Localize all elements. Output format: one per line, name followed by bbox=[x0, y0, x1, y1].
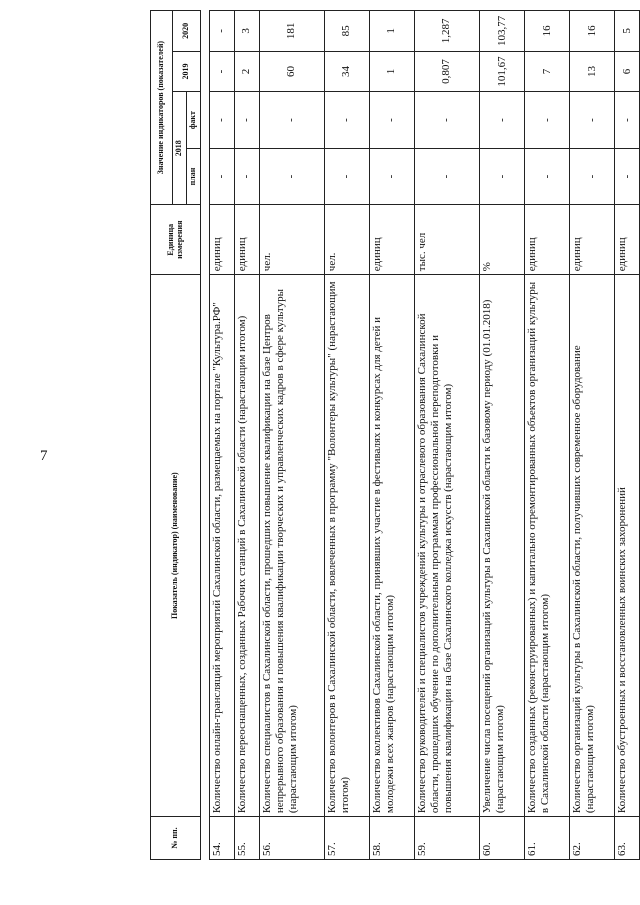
row-indicator: Увеличение числа посещений организаций культуры в Сахалинской области к базовому периоду (01.01.2018) (нарастающим итогом) bbox=[480, 275, 525, 817]
row-unit: тыс. чел bbox=[414, 205, 479, 275]
row-value-2020: 16 bbox=[570, 11, 615, 52]
row-indicator: Количество обустроенных и восстановленных воинских захоронений bbox=[615, 275, 640, 817]
row-unit: единиц bbox=[615, 205, 640, 275]
row-value-2019: 6 bbox=[615, 51, 640, 92]
table-row bbox=[615, 11, 640, 860]
row-plan-2018: - bbox=[324, 148, 369, 204]
row-unit: % bbox=[480, 205, 525, 275]
header-values-group: Значение индикаторов (показателей) bbox=[151, 11, 173, 205]
row-fact-2018: - bbox=[210, 92, 235, 148]
table-row bbox=[369, 11, 414, 860]
row-value-2019: 1 bbox=[369, 51, 414, 92]
row-value-2019: 34 bbox=[324, 51, 369, 92]
row-indicator: Количество специалистов в Сахалинской области, прошедших повышение квалификации на базе Центров непрерывного образования и повышения квалификации творческих и управленческих кадров в сфере культуры (нарастающим итогом) bbox=[259, 275, 324, 817]
header-fact: факт bbox=[187, 92, 201, 148]
row-unit: чел. bbox=[324, 205, 369, 275]
row-num: 61. bbox=[525, 817, 570, 860]
row-fact-2018: - bbox=[615, 92, 640, 148]
table-row bbox=[259, 11, 324, 860]
row-indicator: Количество переоснащенных, созданных Рабочих станций в Сахалинской области (нарастающим итогом) bbox=[234, 275, 259, 817]
row-unit: единиц bbox=[369, 205, 414, 275]
row-unit: единиц bbox=[570, 205, 615, 275]
row-fact-2018: - bbox=[480, 92, 525, 148]
header-year-2018: 2018 bbox=[173, 92, 187, 205]
row-plan-2018: - bbox=[570, 148, 615, 204]
row-indicator: Количество руководителей и специалистов учреждений культуры и отраслевого образования Сахалинской области, прошедших обучение по дополнительным программам профессиональной переподготовки и повышения квалификации на базе Сахалинского колледжа искусств (нарастающим итогом) bbox=[414, 275, 479, 817]
row-value-2019: 7 bbox=[525, 51, 570, 92]
row-unit: единиц bbox=[234, 205, 259, 275]
table-row bbox=[570, 11, 615, 860]
row-fact-2018: - bbox=[369, 92, 414, 148]
row-num: 57. bbox=[324, 817, 369, 860]
row-plan-2018: - bbox=[480, 148, 525, 204]
row-value-2019: 0,807 bbox=[414, 51, 479, 92]
row-plan-2018: - bbox=[615, 148, 640, 204]
row-value-2020: 85 bbox=[324, 11, 369, 52]
row-unit: единиц bbox=[210, 205, 235, 275]
indicator-table bbox=[150, 10, 640, 860]
row-value-2020: 3 bbox=[234, 11, 259, 52]
header-year-2020: 2020 bbox=[173, 11, 201, 52]
rotated-table-container bbox=[150, 10, 640, 860]
row-indicator: Количество организаций культуры в Сахалинской области, получивших современное оборудование (нарастающим итогом) bbox=[570, 275, 615, 817]
row-num: 56. bbox=[259, 817, 324, 860]
row-plan-2018: - bbox=[369, 148, 414, 204]
row-value-2019: 2 bbox=[234, 51, 259, 92]
row-fact-2018: - bbox=[570, 92, 615, 148]
row-indicator: Количество созданных (реконструированных) и капитально отремонтированных объектов организаций культуры в Сахалинской области (нарастающим итогом) bbox=[525, 275, 570, 817]
row-fact-2018: - bbox=[414, 92, 479, 148]
row-indicator: Количество коллективов Сахалинской области, принявших участие в фестивалях и конкурсах для детей и молодежи всех жанров (нарастающим итогом) bbox=[369, 275, 414, 817]
header-num: № пп. bbox=[151, 817, 201, 860]
row-value-2020: 16 bbox=[525, 11, 570, 52]
header-unit: Единица измерения bbox=[151, 205, 201, 275]
row-num: 54. bbox=[210, 817, 235, 860]
row-indicator: Количество онлайн-трансляций мероприятий Сахалинской области, размещаемых на портале "Культура.РФ" bbox=[210, 275, 235, 817]
table-row bbox=[414, 11, 479, 860]
row-num: 60. bbox=[480, 817, 525, 860]
row-value-2019: 13 bbox=[570, 51, 615, 92]
table-row bbox=[234, 11, 259, 860]
row-num: 63. bbox=[615, 817, 640, 860]
row-plan-2018: - bbox=[259, 148, 324, 204]
row-fact-2018: - bbox=[525, 92, 570, 148]
table-row bbox=[324, 11, 369, 860]
table-row bbox=[525, 11, 570, 860]
row-fact-2018: - bbox=[259, 92, 324, 148]
row-value-2020: 103,77 bbox=[480, 11, 525, 52]
page-number: 7 bbox=[40, 448, 48, 464]
row-plan-2018: - bbox=[414, 148, 479, 204]
header-indicator: Показатель (индикатор) (наименование) bbox=[151, 275, 201, 817]
row-value-2020: 1,287 bbox=[414, 11, 479, 52]
row-value-2019: 101,67 bbox=[480, 51, 525, 92]
table-row bbox=[480, 11, 525, 860]
row-value-2019: - bbox=[210, 51, 235, 92]
row-value-2020: - bbox=[210, 11, 235, 52]
row-fact-2018: - bbox=[234, 92, 259, 148]
row-indicator: Количество волонтеров в Сахалинской области, вовлеченных в программу "Волонтеры культуры" (нарастающим итогом) bbox=[324, 275, 369, 817]
row-unit: единиц bbox=[525, 205, 570, 275]
row-num: 55. bbox=[234, 817, 259, 860]
header-year-2019: 2019 bbox=[173, 51, 201, 92]
row-num: 58. bbox=[369, 817, 414, 860]
row-num: 59. bbox=[414, 817, 479, 860]
row-plan-2018: - bbox=[234, 148, 259, 204]
table-row bbox=[210, 11, 235, 860]
row-value-2019: 60 bbox=[259, 51, 324, 92]
row-plan-2018: - bbox=[525, 148, 570, 204]
row-plan-2018: - bbox=[210, 148, 235, 204]
row-unit: чел. bbox=[259, 205, 324, 275]
row-value-2020: 5 bbox=[615, 11, 640, 52]
row-num: 62. bbox=[570, 817, 615, 860]
row-value-2020: 181 bbox=[259, 11, 324, 52]
header-plan: план bbox=[187, 148, 201, 204]
row-fact-2018: - bbox=[324, 92, 369, 148]
row-value-2020: 1 bbox=[369, 11, 414, 52]
